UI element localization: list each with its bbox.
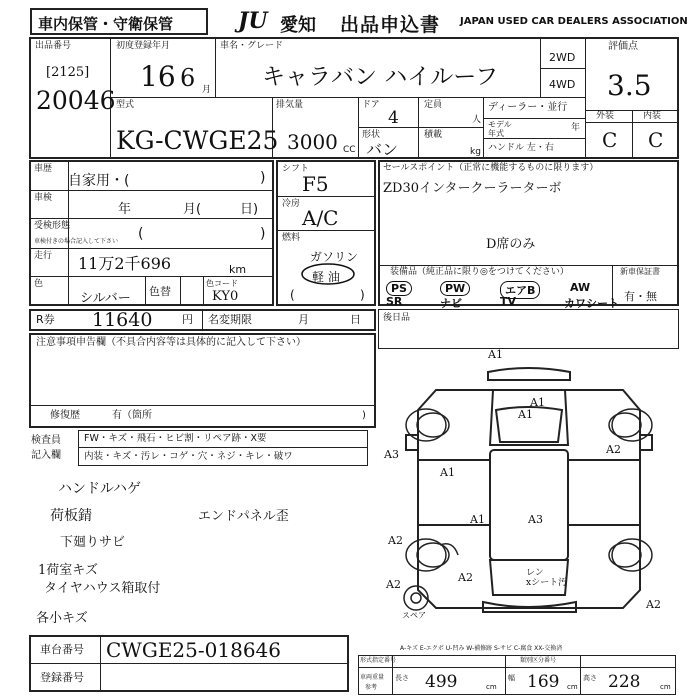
- shift-value: F5: [302, 172, 329, 196]
- model-name-value: キャラバン ハイルーフ: [262, 64, 499, 90]
- height-label: 高さ: [583, 674, 597, 682]
- displacement-label: 排気量: [276, 100, 304, 110]
- color-code-value: KY0: [212, 289, 239, 304]
- equipment-bottom-item-1: ナビ: [440, 297, 462, 310]
- aircon-label: 冷房: [282, 199, 301, 209]
- note-5: タイヤハウス箱取付: [44, 581, 161, 596]
- history-close: ): [260, 170, 266, 186]
- equipment-top-row: [382, 281, 610, 297]
- color-change-label: 色替: [149, 285, 171, 298]
- inspector-row1: FW・キズ・飛石・ヒビ割・リペア跡・X要: [84, 433, 267, 444]
- lot-label: 出品番号: [35, 41, 72, 51]
- fuel-close: ): [360, 288, 365, 302]
- note-4: 1荷室キズ: [38, 563, 99, 578]
- damage-mark-10: A1: [440, 466, 455, 479]
- damage-mark-7: A2: [386, 578, 401, 591]
- receiving-label: 受検形態: [34, 221, 71, 231]
- model-year-label: モデル 年式: [488, 120, 512, 138]
- interior-value: C: [648, 128, 664, 152]
- equipment-bottom-row: [382, 295, 619, 310]
- fuel-gasoline: ガソリン: [310, 250, 359, 264]
- history-label: 車歴: [34, 164, 53, 174]
- lot-sub-number: [2125]: [46, 65, 90, 80]
- interior-label: 内装: [643, 111, 662, 121]
- color-label: 色: [34, 279, 44, 289]
- dealer-label: ディーラー・並行: [488, 102, 568, 113]
- note-6: 各小キズ: [36, 611, 88, 626]
- handle-label: ハンドル 左・右: [488, 143, 554, 153]
- note-1: ハンドルハゲ: [58, 481, 142, 497]
- repair-label: 修復歴: [50, 410, 80, 421]
- title-aichi: 愛知: [280, 15, 316, 36]
- inspection-month: 月(: [183, 202, 202, 217]
- shape-label: 形状: [362, 130, 381, 140]
- capacity-unit: 人: [472, 115, 482, 125]
- model-year-unit: 年: [571, 123, 581, 133]
- chassis-value: CWGE25-018646: [106, 638, 281, 662]
- equipment-top-item-3: AW: [570, 281, 591, 294]
- length-value: 499: [425, 672, 458, 692]
- first-reg-month: 6: [180, 64, 196, 92]
- capacity-label: 定員: [424, 100, 443, 110]
- mileage-unit: km: [229, 263, 247, 276]
- grade-label: 評価点: [608, 41, 638, 52]
- note-2: 荷板錆: [50, 508, 92, 524]
- height-value: 228: [608, 672, 641, 692]
- equipment-top-item-1: PW: [440, 281, 470, 296]
- color-code-label: 色コード: [206, 279, 238, 288]
- displacement-value: 3000: [287, 130, 338, 154]
- inspection-year: 年: [118, 202, 132, 217]
- length-unit: cm: [486, 683, 497, 691]
- damage-mark-3: A2: [606, 443, 621, 456]
- first-reg-month-unit: 月: [202, 85, 212, 95]
- weight-label: 車両重量: [360, 674, 385, 681]
- history-value: 自家用・(: [68, 173, 130, 189]
- inspection-day: 日): [240, 202, 259, 217]
- equipment-label: 装備品（純正品に限り◎をつけてください）: [390, 267, 569, 277]
- after-items-label: 後日品: [383, 313, 411, 323]
- width-unit: cm: [567, 683, 578, 691]
- receiving-sub: 車検付きの場合記入して下さい: [34, 238, 119, 245]
- chassis-label: 車台番号: [40, 643, 84, 656]
- load-unit: kg: [470, 147, 481, 157]
- receiving-close: ): [260, 226, 266, 242]
- equipment-bottom-item-2: TV: [500, 295, 517, 308]
- width-label: 幅: [508, 674, 515, 682]
- name-change-day: 日: [350, 313, 361, 326]
- repair-close: ): [362, 410, 366, 421]
- note-7: エンドパネル歪: [198, 509, 289, 524]
- length-label: 長さ: [395, 674, 409, 682]
- damage-mark-12: レン xシート汚: [526, 568, 568, 588]
- recycle-unit: 円: [182, 313, 193, 326]
- damage-mark-2: A3: [384, 448, 399, 461]
- spare-label: スペア: [402, 611, 426, 620]
- damage-mark-11: A2: [646, 598, 661, 611]
- sales-point-line2: D席のみ: [486, 237, 536, 252]
- ref-label: 参考: [365, 684, 378, 691]
- ju-logo: [238, 8, 278, 34]
- model-code-value: KG-CWGE25: [116, 126, 279, 155]
- width-value: 169: [527, 672, 560, 692]
- damage-mark-9: A2: [458, 571, 473, 584]
- damage-mark-8: A1: [470, 513, 485, 526]
- shift-label: シフト: [282, 164, 310, 174]
- exterior-label: 外装: [596, 111, 615, 121]
- damage-mark-4: A2: [388, 534, 403, 547]
- sales-point-label: セールスポイント（正常に機能するものに限ります）: [383, 163, 599, 173]
- registration-label: 登録番号: [40, 671, 84, 684]
- association-name: JAPAN USED CAR DEALERS ASSOCIATION: [460, 16, 688, 27]
- doors-label: ドア: [362, 100, 380, 110]
- mileage-value: 11万2千696: [78, 254, 172, 273]
- damage-mark-5: A3: [528, 513, 543, 526]
- notes-label: 注意事項申告欄（不具合内容等は具体的に記入して下さい）: [36, 337, 306, 348]
- fuel-diesel: 軽 油: [312, 270, 340, 284]
- inspector-label-1: 検査員: [31, 435, 61, 446]
- damage-mark-6: A1: [518, 408, 533, 421]
- first-reg-label: 初度登録年月: [116, 41, 171, 51]
- diagram-marks: [378, 350, 678, 650]
- class-label: 類別区分番号: [520, 657, 557, 664]
- model-name-label: 車名・グレード: [220, 41, 284, 51]
- equipment-bottom-item-0: SR: [386, 295, 403, 308]
- mileage-label: 走行: [34, 251, 53, 261]
- form-title: 出品申込書: [340, 14, 441, 36]
- equipment-top-item-0: PS: [386, 281, 412, 296]
- inspector-label-2: 記入欄: [31, 450, 61, 461]
- height-unit: cm: [660, 683, 671, 691]
- recycle-value: 11640: [92, 309, 153, 331]
- displacement-unit: CC: [343, 145, 356, 155]
- equipment-top-item-2: エアB: [500, 281, 540, 299]
- fuel-open: (: [290, 288, 295, 302]
- drive-2wd: 2WD: [549, 51, 576, 64]
- note-3: 下廻りサビ: [60, 535, 126, 550]
- repair-value: 有（箇所: [112, 410, 152, 421]
- first-reg-year: 16: [140, 60, 176, 93]
- receiving-open: (: [138, 226, 144, 242]
- damage-mark-1: A1: [530, 396, 545, 409]
- doors-value: 4: [388, 108, 399, 128]
- equipment-bottom-item-3: カワシート: [564, 297, 619, 310]
- name-change-label: 名変期限: [208, 313, 252, 326]
- load-label: 積載: [424, 130, 443, 140]
- after-items-box: [378, 309, 679, 349]
- color-value: シルバー: [80, 291, 131, 306]
- name-change-month: 月: [298, 313, 309, 326]
- damage-legend: A-キズ E-エクボ U-凹み W-補修跡 S-サビ C-腐食 XX-交換済: [400, 645, 563, 652]
- aircon-value: A/C: [302, 206, 339, 230]
- warranty-label: 新車保証書: [620, 267, 660, 276]
- drive-4wd: 4WD: [549, 78, 576, 91]
- warranty-value: 有・無: [624, 290, 657, 303]
- shape-value: バン: [366, 140, 399, 159]
- storage-label: 車内保管・守衛保管: [38, 15, 174, 33]
- inspection-label: 車検: [34, 193, 53, 203]
- damage-mark-0: A1: [488, 348, 503, 361]
- grade-value: 3.5: [607, 69, 652, 102]
- fuel-label: 燃料: [282, 233, 301, 243]
- lot-number: 20046: [36, 86, 116, 115]
- recycle-label: R券: [36, 313, 55, 326]
- inspector-row2: 内装・キズ・汚レ・コゲ・穴・ネジ・キレ・破ワ: [84, 451, 293, 462]
- ju-logo-text: JU: [238, 8, 268, 34]
- form-id-label: 形式指定番号: [360, 657, 397, 664]
- model-code-label: 型式: [116, 100, 135, 110]
- fuel-diesel-circle: [300, 262, 356, 286]
- exterior-value: C: [602, 128, 618, 152]
- sales-point-line1: ZD30インタークーラーターボ: [383, 181, 562, 196]
